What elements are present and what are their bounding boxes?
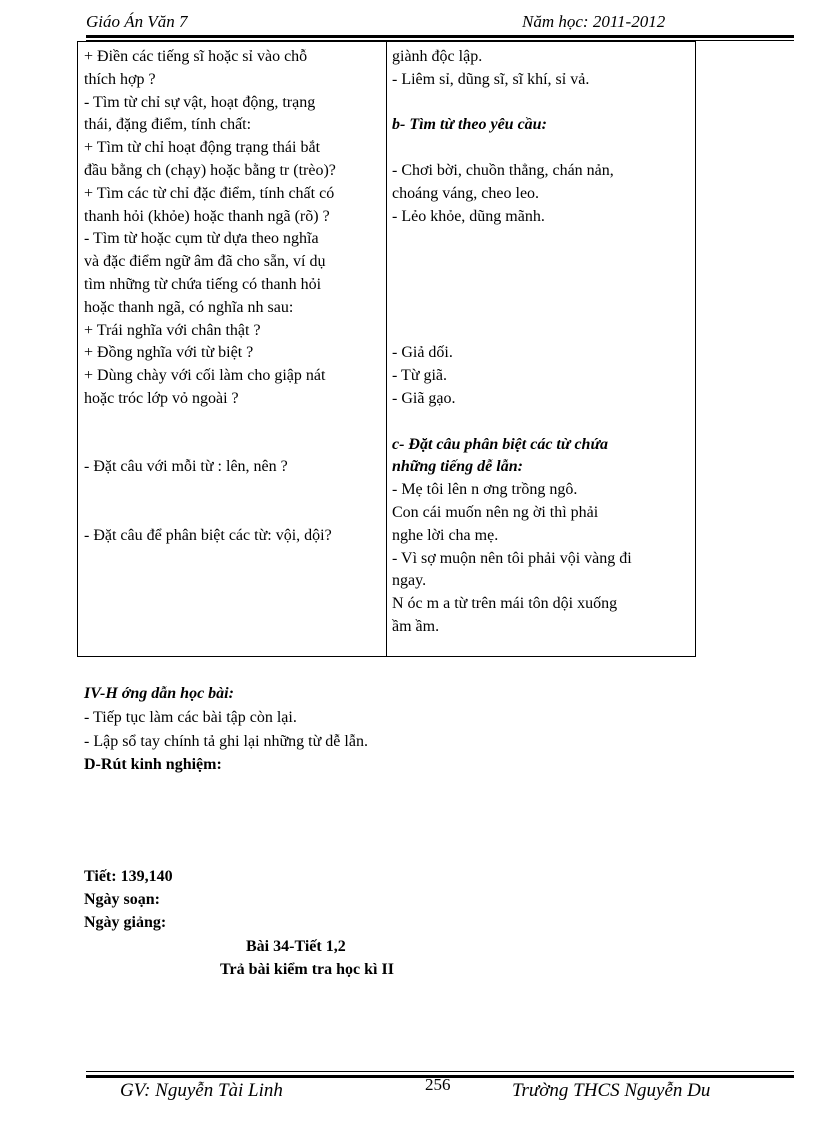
table-text-line: - Từ giã. [392,367,448,385]
page-number: 256 [425,1075,451,1094]
table-text-line: c- Đặt câu phân biệt các từ chứa [392,435,609,453]
table-text-line: Con cái muốn nên ng ời thì phải [392,503,599,521]
table-text-line [84,479,382,502]
table-text-line [84,434,382,457]
footer-teacher: GV: Nguyễn Tài Linh [120,1080,283,1101]
table-text-line: hoặc thanh ngã, có nghĩa nh sau: [84,298,294,316]
table-text-line: những tiếng dễ lẫn: [392,458,523,476]
table-text-line: - Tìm từ chỉ sự vật, hoạt động, trạng [84,93,316,111]
table-text-line: thanh hỏi (khỏe) hoặc thanh ngã (rõ) ? [84,207,330,225]
homework-item: - Lập sổ tay chính tả ghi lại những từ dễ lẫn. [84,733,368,750]
table-text-line: b- Tìm từ theo yêu cầu: [392,116,547,134]
homework-item: - Tiếp tục làm các bài tập còn lại. [84,709,297,726]
content-table [77,41,696,657]
table-text-line: choáng váng, cheo leo. [392,184,540,202]
table-text-line: + Điền các tiếng sĩ hoặc sỉ vào chỗ [84,48,308,65]
table-text-line: đầu bằng ch (chạy) hoặc bằng tr (trèo)? [84,161,336,179]
header-right: Năm học: 2011-2012 [522,12,666,31]
table-text-line: giành độc lập. [392,48,483,65]
table-right-cell [392,46,692,639]
table-text-line: - Lẻo khỏe, dũng mãnh. [392,207,545,225]
section-heading-rut-kinh-nghiem: D-Rút kinh nghiệm: [84,756,222,773]
table-text-line: thích hợp ? [84,70,156,88]
table-text-line: - Vì sợ muộn nên tôi phải vội vàng đi [392,549,632,567]
table-column-divider [386,42,387,656]
table-text-line [84,411,382,434]
table-text-line: - Giã gạo. [392,389,456,407]
table-text-line: - Đặt câu để phân biệt các từ: vội, dội? [84,526,332,544]
table-text-line: N óc m a từ trên mái tôn dội xuống [392,595,618,613]
table-text-line: + Tìm các từ chỉ đặc điểm, tính chất có [84,184,335,202]
lesson-number: Tiết: 139,140 [84,868,173,885]
table-text-line [84,502,382,525]
table-text-line [392,92,692,115]
table-text-line: - Liêm sỉ, dũng sĩ, sĩ khí, sỉ vả. [392,70,590,88]
table-text-line: + Đồng nghĩa với từ biệt ? [84,344,254,362]
table-text-line [392,251,692,274]
prep-date-label: Ngày soạn: [84,891,161,908]
table-left-cell [84,46,382,548]
teaching-date-label: Ngày giảng: [84,914,167,931]
table-text-line: - Chơi bời, chuồn thẳng, chán nản, [392,161,614,179]
table-text-line: - Giả dối. [392,344,453,362]
table-text-line [392,228,692,251]
table-text-line [392,137,692,160]
table-text-line [392,297,692,320]
lesson-title-number: Bài 34-Tiết 1,2 [246,938,346,955]
table-text-line [392,411,692,434]
footer-school: Trường THCS Nguyễn Du [512,1080,711,1101]
table-text-line [392,274,692,297]
table-text-line: ngay. [392,572,427,590]
table-text-line: tìm những từ chứa tiếng có thanh hỏi [84,275,322,293]
table-text-line: + Dùng chày với cối làm cho giập nát [84,367,326,385]
table-text-line: và đặc điểm ngữ âm đã cho sẵn, ví dụ [84,253,326,271]
footer-rule-thin [86,1071,794,1072]
table-text-line: nghe lời cha mẹ. [392,526,499,544]
table-text-line: - Mẹ tôi lên n ơng trồng ngô. [392,481,578,499]
lesson-title: Trả bài kiểm tra học kì II [220,961,394,978]
table-text-line: ầm ầm. [392,617,440,635]
table-text-line: + Trái nghĩa với chân thật ? [84,321,261,339]
table-text-line: - Đặt câu với mỗi từ : lên, nên ? [84,458,288,476]
header-left: Giáo Án Văn 7 [86,12,188,31]
section-heading-huong-dan: IV-H ớng dẫn học bài: [84,685,234,702]
table-text-line: hoặc tróc lớp vỏ ngoài ? [84,389,239,407]
table-text-line: thái, đặng điểm, tính chất: [84,116,252,134]
table-text-line: - Tìm từ hoặc cụm từ dựa theo nghĩa [84,230,319,248]
table-text-line [392,320,692,343]
header-rule-thick [86,35,794,38]
table-text-line: + Tìm từ chỉ hoạt động trạng thái bắt [84,139,321,157]
